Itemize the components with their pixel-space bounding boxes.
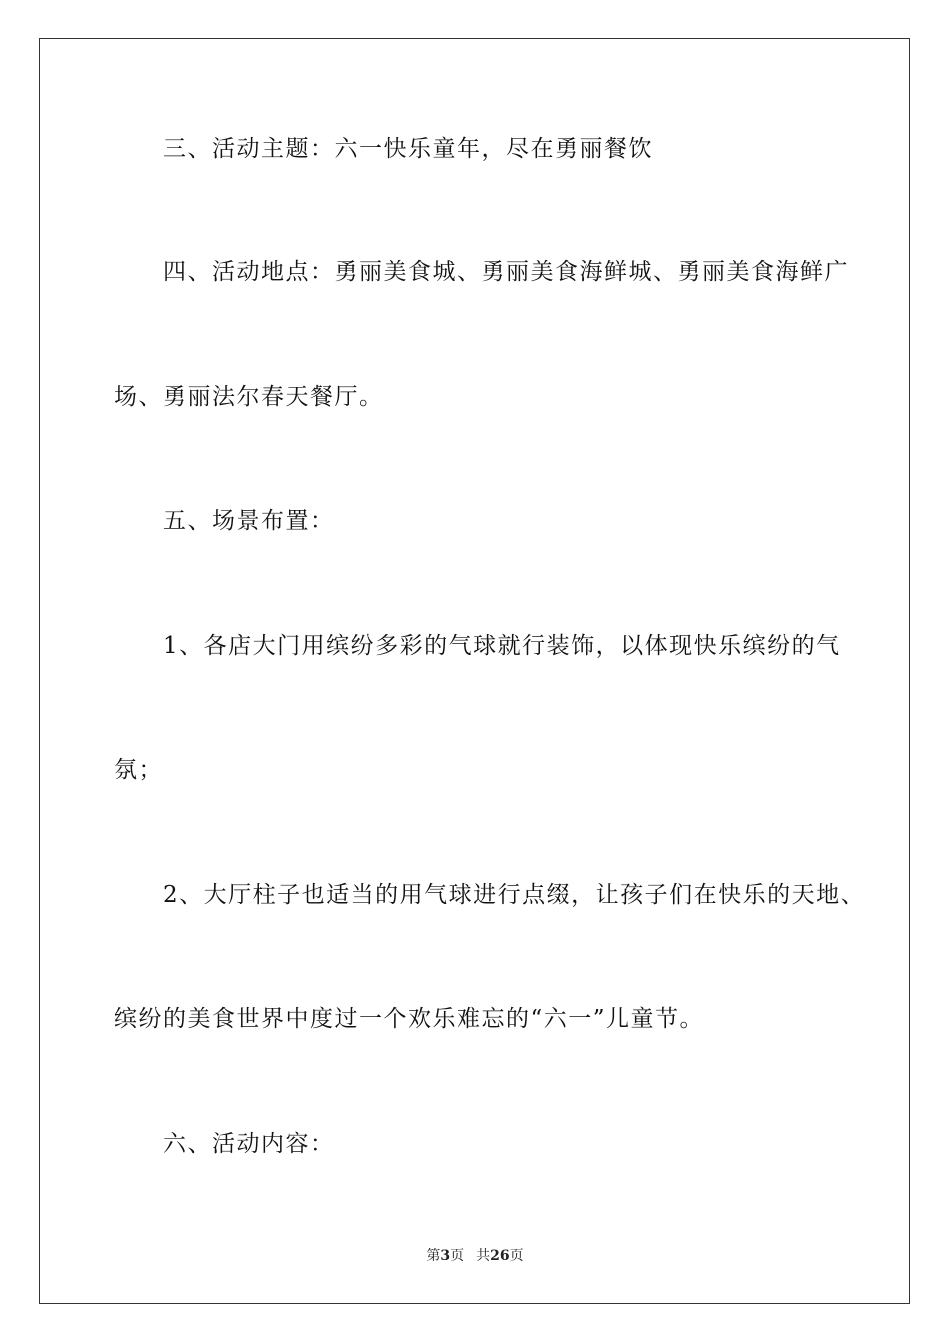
page-prefix: 第 — [426, 1248, 441, 1264]
page-border — [39, 38, 910, 1304]
section-4-location-line-2: 场、勇丽法尔春天餐厅。 — [114, 384, 384, 410]
page-footer — [0, 1246, 950, 1266]
section-6-heading: 六、活动内容： — [163, 1131, 335, 1157]
total-pages: 26 — [490, 1248, 510, 1264]
section-5-heading: 五、场景布置： — [163, 508, 335, 534]
page-number: 3 — [440, 1248, 451, 1264]
section-4-location-line-1: 四、活动地点：勇丽美食城、勇丽美食海鲜城、勇丽美食海鲜广 — [163, 259, 849, 285]
item-1-line-2: 氛； — [114, 757, 163, 783]
total-prefix: 共 — [476, 1248, 491, 1264]
section-3-theme: 三、活动主题：六一快乐童年，尽在勇丽餐饮 — [163, 136, 653, 162]
item-2-line-1: 2、大厅柱子也适当的用气球进行点缀，让孩子们在快乐的天地、 — [163, 882, 866, 908]
total-suffix: 页 — [509, 1248, 524, 1264]
page-suffix: 页 — [450, 1248, 465, 1264]
item-1-line-1: 1、各店大门用缤纷多彩的气球就行装饰，以体现快乐缤纷的气 — [163, 633, 841, 659]
item-2-line-2: 缤纷的美食世界中度过一个欢乐难忘的“六一”儿童节。 — [114, 1006, 705, 1032]
